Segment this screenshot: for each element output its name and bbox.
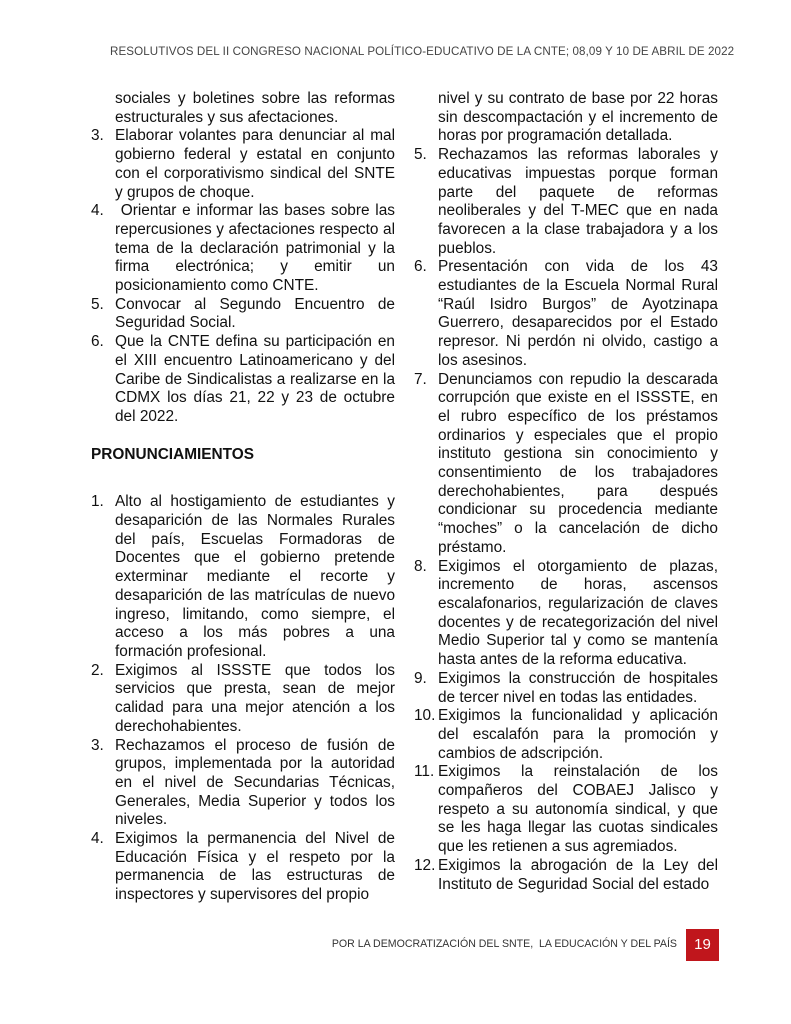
list-item xyxy=(414,707,718,763)
item-number: 2. xyxy=(91,661,104,679)
right-column xyxy=(414,90,718,894)
item-number: 5. xyxy=(91,295,104,313)
item-text: Orientar e informar las bases sobre las repercusiones y afectaciones respecto al tema de la declaración patrimonial y la firma electrónica; y emitir un posicionamiento como CNTE. xyxy=(115,202,400,295)
item-number: 4. xyxy=(91,202,104,220)
item-number: 1. xyxy=(91,493,104,511)
section-title: PRONUNCIAMIENTOS xyxy=(91,445,255,463)
item-number: 10. xyxy=(414,707,436,725)
list-item xyxy=(91,202,400,296)
item-text: Denunciamos con repudio la descarada corrupción que existe en el ISSSTE, en el rubro específico de los préstamos ordinarios y especiales que el propio instituto gestiona sin conocimiento y consentimiento de los trabajadores derechohabientes, para después condicionar su procedencia mediante “moches” o la cancelación de dicho préstamo. xyxy=(438,370,718,556)
item-number: 12. xyxy=(414,856,436,874)
item-text: Exigimos el otorgamiento de plazas, incremento de horas, ascensos escalafonarios, regularización de claves docentes y de recategorización del nivel Medio Superior tal y como se mantenía hasta antes de la reforma educativa. xyxy=(438,557,718,669)
item-text: Exigimos al ISSSTE que todos los servicios que presta, sean de mejor calidad para una mejor atención a los derechohabientes. xyxy=(115,661,395,735)
item-number: 8. xyxy=(414,557,427,575)
item-text: Exigimos la construcción de hospitales de tercer nivel en todas las entidades. xyxy=(438,669,718,706)
item-number: 5. xyxy=(414,146,427,164)
continued-paragraph: sociales y boletines sobre las reformas estructurales y sus afectaciones. xyxy=(115,90,395,126)
item-text: Exigimos la funcionalidad y aplicación del escalafón para la promoción y cambios de adscripción. xyxy=(438,707,718,762)
list-item xyxy=(91,127,395,202)
list-item xyxy=(414,670,718,707)
item-text: Elaborar volantes para denunciar al mal gobierno federal y estatal en conjunto con el corporativismo sindical del SNTE y grupos de choque. xyxy=(115,127,395,201)
list-item xyxy=(91,296,395,333)
resolutions-list-continued xyxy=(91,127,400,426)
item-text: Convocar al Segundo Encuentro de Seguridad Social. xyxy=(115,295,395,332)
page-number-badge: 19 xyxy=(686,929,719,961)
list-item xyxy=(414,146,718,258)
item-number: 4. xyxy=(91,830,104,848)
page-footer xyxy=(300,929,719,961)
item-number: 6. xyxy=(91,333,104,351)
list-item xyxy=(91,830,395,905)
list-item xyxy=(414,258,718,370)
item-number: 7. xyxy=(414,370,427,388)
item-text: Exigimos la abrogación de la Ley del Instituto de Seguridad Social del estado xyxy=(438,856,718,893)
item-text: Rechazamos las reformas laborales y educativas impuestas porque forman parte del paquete de reformas neoliberales y del T-MEC que en nada favorecen a la clase trabajadora y a los pueblos. xyxy=(438,146,718,257)
item-number: 3. xyxy=(91,127,104,145)
list-item xyxy=(91,493,395,661)
list-item xyxy=(91,662,395,737)
list-item xyxy=(414,763,718,857)
pronouncements-list xyxy=(91,493,395,904)
item-number: 9. xyxy=(414,669,427,687)
footer-slogan: POR LA DEMOCRATIZACIÓN DEL SNTE, LA EDUCACIÓN Y DEL PAÍS xyxy=(331,938,677,950)
item-text: Exigimos la permanencia del Nivel de Educación Física y el respeto por la permanencia de las estructuras de inspectores y supervisores del propio xyxy=(115,830,395,904)
item-text: Exigimos la reinstalación de los compañeros del COBAEJ Jalisco y respeto a su autonomía sindical, y que se les haga llegar las cuotas sindicales que les retienen a sus agremiados. xyxy=(438,763,718,856)
list-item xyxy=(414,857,718,894)
item-text: Rechazamos el proceso de fusión de grupos, implementada por la autoridad en el nivel de Secundarias Técnicas, Generales, Media Superior y todos los niveles. xyxy=(115,736,395,829)
list-item xyxy=(414,558,718,670)
item-number: 11. xyxy=(414,763,435,781)
item-text: Presentación con vida de los 43 estudiantes de la Escuela Normal Rural “Raúl Isidro Burgos” de Ayotzinapa Guerrero, desaparecidos por el Estado represor. Ni perdón ni olvido, castigo a los asesinos. xyxy=(438,258,718,369)
continued-paragraph: nivel y su contrato de base por 22 horas sin descompactación y el incremento de horas por programación detallada. xyxy=(438,90,718,145)
list-item xyxy=(91,333,395,427)
list-item xyxy=(91,737,395,831)
item-number: 6. xyxy=(414,258,427,276)
item-text: Alto al hostigamiento de estudiantes y desaparición de las Normales Rurales del país, Escuelas Formadoras de Docentes que el gobierno pretende exterminar mediante el recorte y desaparición de las matrículas de nuevo ingreso, limitando, como siempre, el acceso a los más pobres a una formación profesional. xyxy=(115,493,395,660)
list-item xyxy=(414,371,718,558)
pronouncements-list-continued xyxy=(414,146,718,894)
item-text: Que la CNTE defina su participación en el XIII encuentro Latinoamericano y del Caribe de Sindicalistas a realizarse en la CDMX los días 21, 22 y 23 de octubre del 2022. xyxy=(115,333,395,425)
running-header: RESOLUTIVOS DEL II CONGRESO NACIONAL POLÍTICO-EDUCATIVO DE LA CNTE; 08,09 Y 10 DE ABRIL DE 2022 xyxy=(110,45,735,58)
item-number: 3. xyxy=(91,736,104,754)
left-column xyxy=(91,90,400,905)
